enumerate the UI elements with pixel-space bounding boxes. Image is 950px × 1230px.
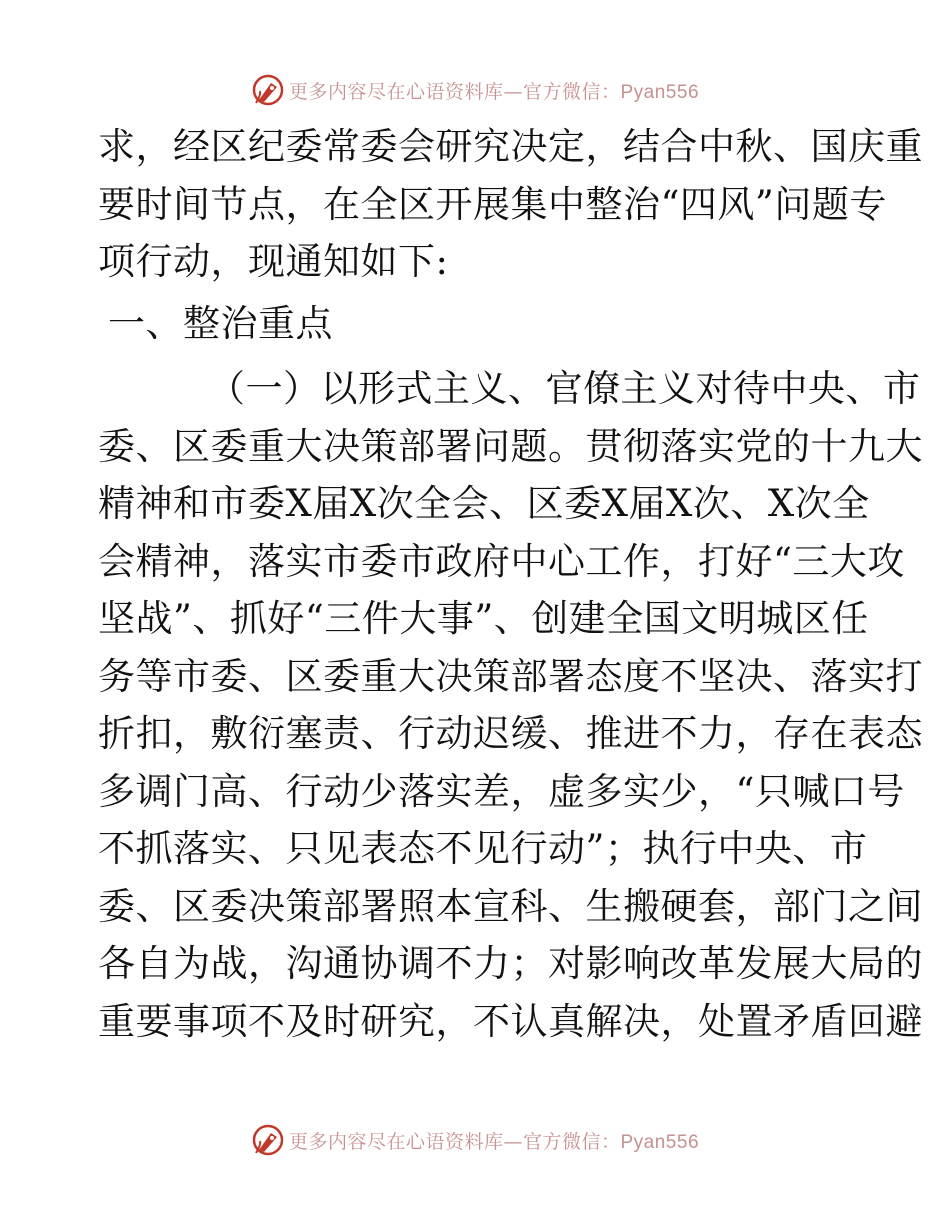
wechat-id: Pyan556 <box>620 1131 700 1153</box>
wechat-id: Pyan556 <box>620 81 700 103</box>
text-line: 要时间节点，在全区开展集中整治“四风”问题专 <box>98 182 887 226</box>
text-line: 务等市委、区委重大决策部署态度不坚决、落实打 <box>98 654 923 698</box>
section-heading: 一、整治重点 <box>108 301 333 345</box>
text-line: 委、区委重大决策部署问题。贯彻落实党的十九大 <box>98 424 923 468</box>
text-line: 多调门高、行动少落实差，虚多实少，“只喊口号 <box>98 769 905 813</box>
body-paragraph <box>98 360 923 1050</box>
text-line: 重要事项不及时研究，不认真解决，处置矛盾回避 <box>98 999 923 1043</box>
text-line: （一）以形式主义、官僚主义对待中央、市 <box>208 367 921 410</box>
pen-nib-logo-icon <box>251 1123 285 1157</box>
text-line: 坚战”、抓好“三件大事”、创建全国文明城区任 <box>98 597 869 640</box>
header-watermark <box>0 70 950 110</box>
text-line: 不抓落实、只见表态不见行动”；执行中央、市 <box>98 827 868 870</box>
document-body <box>98 118 923 1050</box>
text-line: 各自为战，沟通协调不力；对影响改革发展大局的 <box>98 942 923 985</box>
text-line: 折扣，敷衍塞责、行动迟缓、推进不力，存在表态 <box>98 712 923 755</box>
text-line: 会精神，落实市委市政府中心工作，打好“三大攻 <box>98 539 905 583</box>
watermark-text: 更多内容尽在心语资料库—官方微信： <box>288 1130 621 1153</box>
text-line: 精神和市委X届X次全会、区委X届X次、X次全 <box>98 482 870 525</box>
pen-nib-logo-icon <box>251 73 285 107</box>
intro-paragraph <box>98 118 923 291</box>
text-line: 项行动，现通知如下: <box>98 240 449 283</box>
text-line: 求，经区纪委常委会研究决定，结合中秋、国庆重 <box>98 125 923 168</box>
footer-watermark <box>0 1120 950 1160</box>
text-line: 委、区委决策部署照本宣科、生搬硬套，部门之间 <box>98 884 923 928</box>
watermark-text: 更多内容尽在心语资料库—官方微信： <box>288 80 621 103</box>
